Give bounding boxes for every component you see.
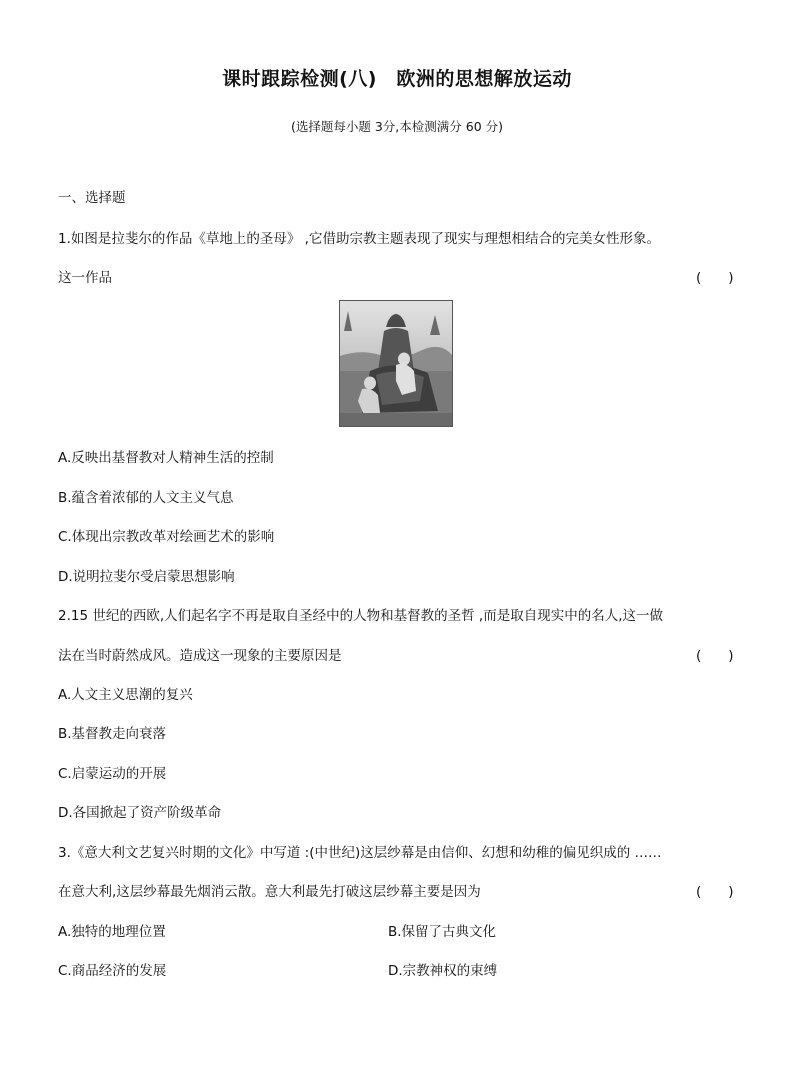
question-3-option-b[interactable]: B.保留了古典文化 xyxy=(388,924,497,940)
question-1-option-c[interactable]: C.体现出宗教改革对绘画艺术的影响 xyxy=(58,529,275,545)
question-3-option-d[interactable]: D.宗教神权的束缚 xyxy=(388,963,498,979)
question-2-option-c[interactable]: C.启蒙运动的开展 xyxy=(58,766,167,782)
question-1-option-b[interactable]: B.蕴含着浓郁的人文主义气息 xyxy=(58,490,234,506)
question-1-option-a[interactable]: A.反映出基督教对人精神生活的控制 xyxy=(58,450,274,466)
question-1-answer-blank: ( ) xyxy=(696,270,734,286)
question-3-option-c[interactable]: C.商品经济的发展 xyxy=(58,963,167,979)
madonna-painting-illustration xyxy=(340,301,452,426)
page-subtitle: (选择题每小题 3分,本检测满分 60 分) xyxy=(290,119,503,134)
question-1-option-d[interactable]: D.说明拉斐尔受启蒙思想影响 xyxy=(58,569,235,585)
question-2-option-b[interactable]: B.基督教走向衰落 xyxy=(58,726,167,742)
question-2-option-a[interactable]: A.人文主义思潮的复兴 xyxy=(58,687,193,703)
question-2-stem-line1: 2.15 世纪的西欧,人们起名字不再是取自圣经中的人物和基督教的圣哲 ,而是取自现实中的名人,这一做 xyxy=(58,608,664,624)
question-3-stem-line1: 3.《意大利文艺复兴时期的文化》中写道 :(中世纪)这层纱幕是由信仰、幻想和幼稚的偏见织成的 …… xyxy=(58,845,662,861)
question-3-stem-line2: 在意大利,这层纱幕最先烟消云散。意大利最先打破这层纱幕主要是因为 xyxy=(58,884,481,900)
question-2-stem-line2: 法在当时蔚然成风。造成这一现象的主要原因是 xyxy=(58,648,342,664)
question-2-answer-blank: ( ) xyxy=(696,648,734,664)
question-3-answer-blank: ( ) xyxy=(696,884,734,900)
section-heading: 一、选择题 xyxy=(58,190,126,206)
question-3-option-a[interactable]: A.独特的地理位置 xyxy=(58,924,166,940)
question-1-stem-line1: 1.如图是拉斐尔的作品《草地上的圣母》 ,它借助宗教主题表现了现实与理想相结合的完美女性形象。 xyxy=(58,231,660,247)
question-2-option-d[interactable]: D.各国掀起了资产阶级革命 xyxy=(58,805,222,821)
page-title: 课时跟踪检测(八) 欧洲的思想解放运动 xyxy=(222,68,572,90)
painting-figure xyxy=(339,300,453,427)
question-1-stem-line2: 这一作品 xyxy=(58,270,112,286)
